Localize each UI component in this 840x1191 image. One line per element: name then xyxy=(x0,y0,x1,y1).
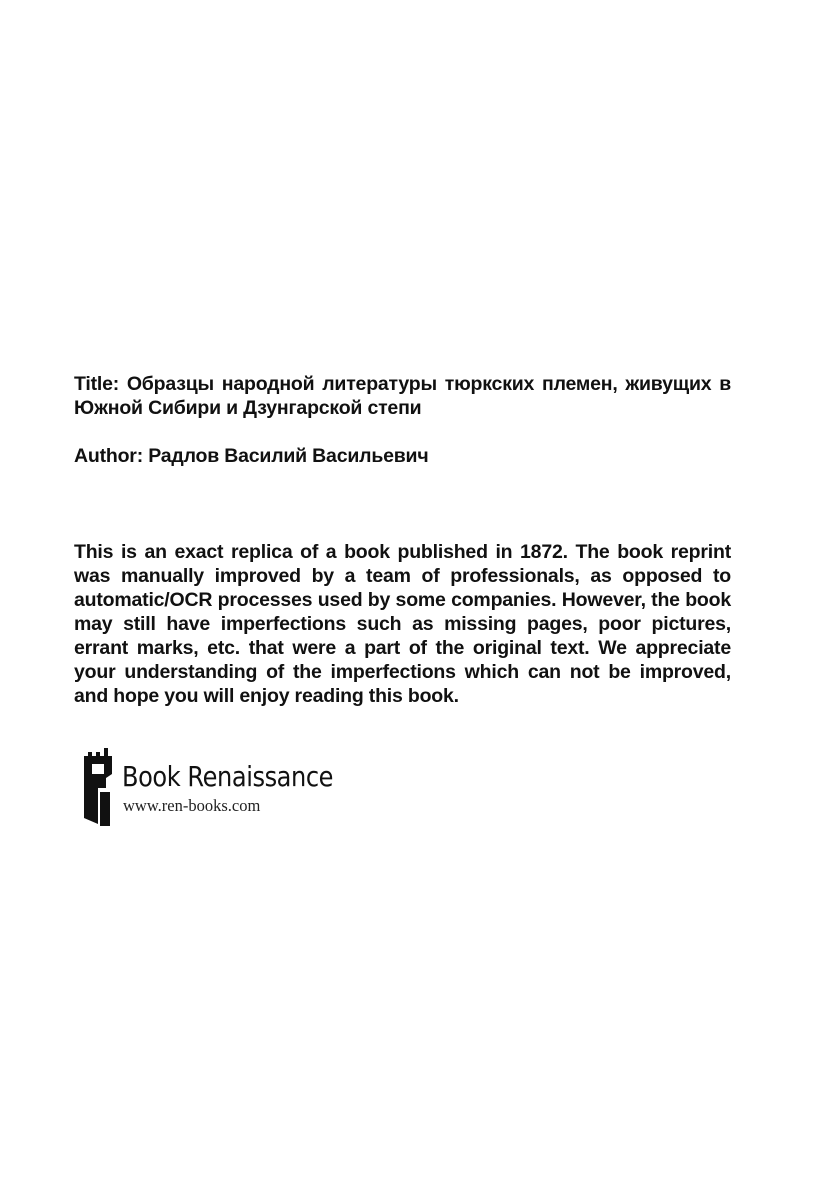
publisher-name: Book Renaissance xyxy=(122,760,334,793)
book-author: Author: Радлов Василий Васильевич xyxy=(74,445,429,467)
publisher-url: www.ren-books.com xyxy=(123,796,261,815)
castle-tower-icon xyxy=(80,748,116,826)
book-title: Title: Образцы народной литературы тюркских племен, живущих в Южной Сибири и Дзунгарской степи xyxy=(74,373,731,419)
reprint-notice: This is an exact replica of a book published in 1872. The book reprint was manually improved by a team of professionals, as opposed to automatic/OCR processes used by some companies. However, the book may still have imperfections such as missing pages, poor pictures, errant marks, etc. that were a part of the original text. We appreciate your understanding of the imperfections which can not be improved, and hope you will enjoy reading this book. xyxy=(74,541,731,707)
publisher-logo xyxy=(80,748,380,828)
